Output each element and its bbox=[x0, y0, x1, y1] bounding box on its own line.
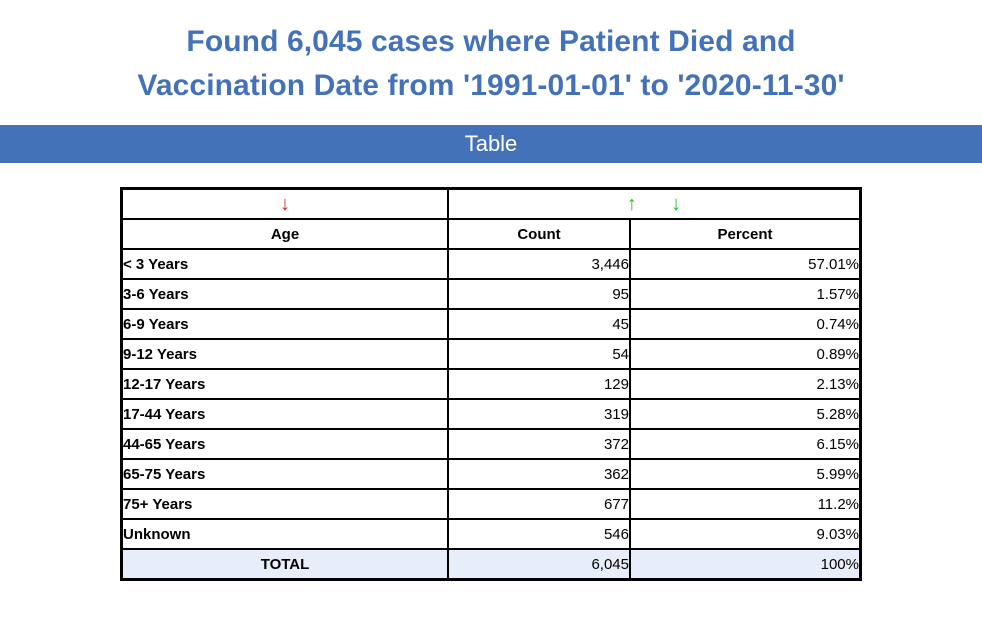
cell-count: 129 bbox=[448, 369, 630, 399]
cell-count: 362 bbox=[448, 459, 630, 489]
section-header-label: Table bbox=[464, 131, 518, 156]
column-header-count[interactable]: Count bbox=[448, 219, 630, 249]
cell-age: 3-6 Years bbox=[122, 279, 448, 309]
table-row bbox=[122, 399, 860, 429]
cell-age: 9-12 Years bbox=[122, 339, 448, 369]
page-title-line-2: Vaccination Date from '1991-01-01' to '2020-11-30' bbox=[137, 68, 845, 102]
cell-age: Unknown bbox=[122, 519, 448, 549]
table-container bbox=[0, 187, 982, 581]
cell-age: 65-75 Years bbox=[122, 459, 448, 489]
cell-percent: 11.2% bbox=[630, 489, 860, 519]
sort-ascending-icon[interactable]: ↑ bbox=[626, 193, 637, 215]
cell-count: 54 bbox=[448, 339, 630, 369]
table-row bbox=[122, 459, 860, 489]
table-total-row bbox=[122, 549, 860, 579]
cell-percent: 5.99% bbox=[630, 459, 860, 489]
cell-percent: 6.15% bbox=[630, 429, 860, 459]
table-row bbox=[122, 429, 860, 459]
table-header-row bbox=[122, 219, 860, 249]
section-header-table bbox=[0, 125, 982, 163]
table-row bbox=[122, 249, 860, 279]
table-row bbox=[122, 519, 860, 549]
cell-percent: 0.74% bbox=[630, 309, 860, 339]
cell-total-percent: 100% bbox=[630, 549, 860, 579]
sort-controls-row bbox=[122, 189, 860, 219]
sort-descending-icon[interactable]: ↓ bbox=[280, 193, 290, 215]
results-table-body bbox=[122, 189, 860, 579]
page-title bbox=[0, 0, 982, 107]
sort-cell-age bbox=[122, 189, 448, 219]
cell-age: 17-44 Years bbox=[122, 399, 448, 429]
sort-descending-icon-count[interactable]: ↓ bbox=[671, 193, 682, 215]
cell-age: 12-17 Years bbox=[122, 369, 448, 399]
cell-percent: 57.01% bbox=[630, 249, 860, 279]
cell-age: 44-65 Years bbox=[122, 429, 448, 459]
cell-age: < 3 Years bbox=[122, 249, 448, 279]
cell-total-label: TOTAL bbox=[122, 549, 448, 579]
cell-percent: 9.03% bbox=[630, 519, 860, 549]
cell-count: 372 bbox=[448, 429, 630, 459]
cell-count: 546 bbox=[448, 519, 630, 549]
cell-percent: 2.13% bbox=[630, 369, 860, 399]
cell-age: 75+ Years bbox=[122, 489, 448, 519]
column-header-percent[interactable]: Percent bbox=[630, 219, 860, 249]
table-row bbox=[122, 279, 860, 309]
results-table bbox=[120, 187, 862, 581]
cell-percent: 5.28% bbox=[630, 399, 860, 429]
table-row bbox=[122, 489, 860, 519]
table-row bbox=[122, 309, 860, 339]
cell-count: 95 bbox=[448, 279, 630, 309]
cell-count: 319 bbox=[448, 399, 630, 429]
table-row bbox=[122, 339, 860, 369]
cell-count: 3,446 bbox=[448, 249, 630, 279]
cell-percent: 1.57% bbox=[630, 279, 860, 309]
table-row bbox=[122, 369, 860, 399]
cell-count: 45 bbox=[448, 309, 630, 339]
column-header-age[interactable]: Age bbox=[122, 219, 448, 249]
sort-cell-count bbox=[448, 189, 860, 219]
cell-count: 677 bbox=[448, 489, 630, 519]
cell-total-count: 6,045 bbox=[448, 549, 630, 579]
cell-percent: 0.89% bbox=[630, 339, 860, 369]
cell-age: 6-9 Years bbox=[122, 309, 448, 339]
page-title-line-1: Found 6,045 cases where Patient Died and bbox=[186, 25, 796, 58]
